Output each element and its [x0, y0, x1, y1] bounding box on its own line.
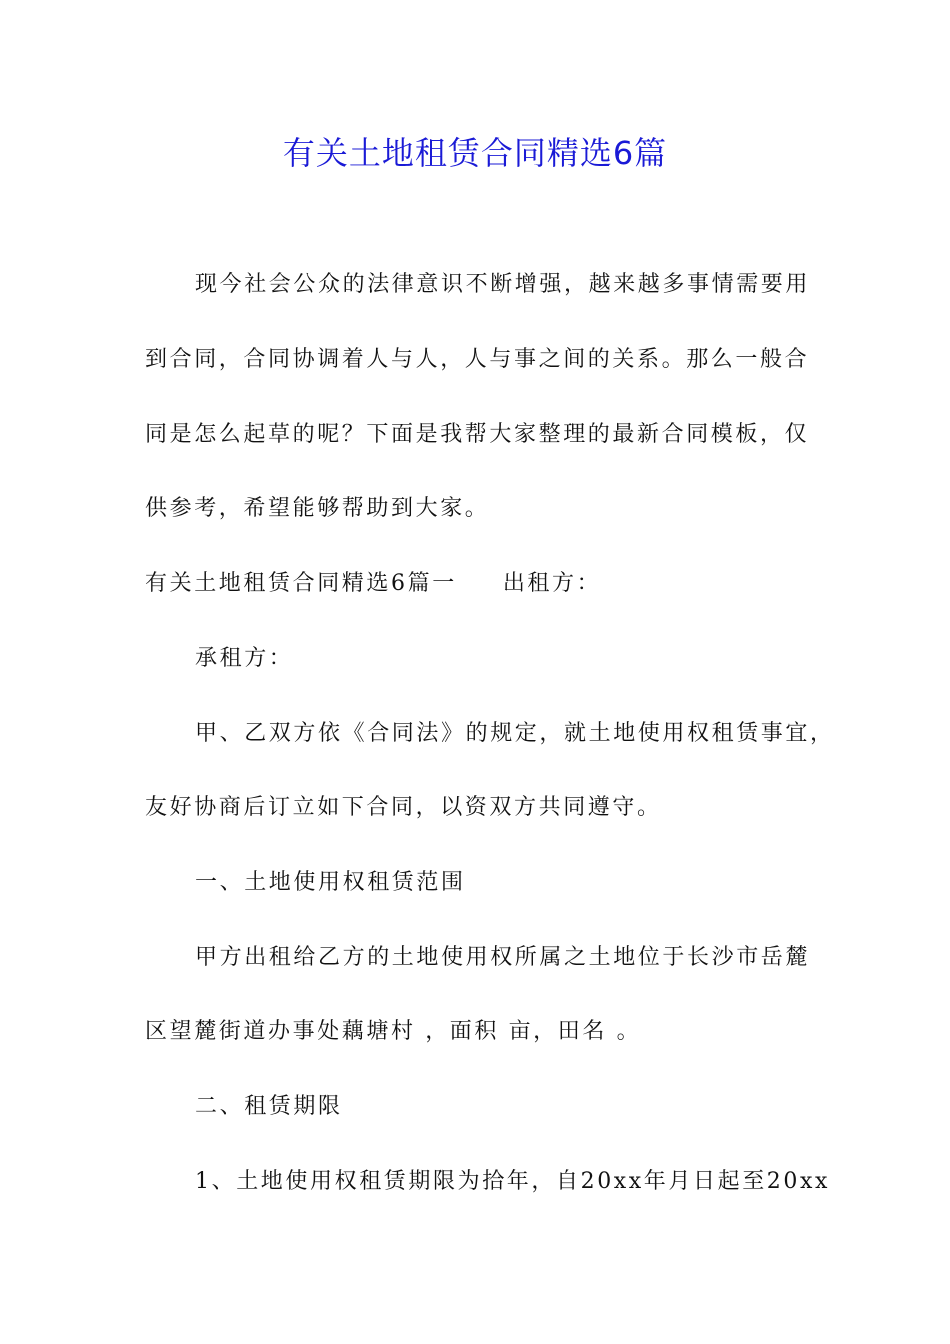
paragraph-line: 甲方出租给乙方的土地使用权所属之土地位于长沙市岳麓 [195, 945, 811, 970]
paragraph-line: 区望麓街道办事处藕塘村 ，面积 亩，田名 。 [145, 1019, 642, 1044]
paragraph-line: 1、土地使用权租赁期限为拾年，自20xx年月日起至20xx [195, 1169, 831, 1194]
section-heading-line [145, 569, 815, 599]
clause-heading: 二、租赁期限 [195, 1094, 343, 1119]
paragraph-line: 甲、乙双方依《合同法》的规定，就土地使用权租赁事宜， [195, 721, 835, 746]
paragraph-line: 友好协商后订立如下合同，以资双方共同遵守。 [145, 795, 662, 820]
document-title: 有关土地租赁合同精选6篇 [282, 134, 668, 172]
clause-heading: 一、土地使用权租赁范围 [195, 870, 466, 895]
section-heading: 有关土地租赁合同精选6篇一 [145, 571, 457, 596]
paragraph-line: 现今社会公众的法律意识不断增强，越来越多事情需要用 [195, 272, 811, 297]
paragraph-line: 同是怎么起草的呢？下面是我帮大家整理的最新合同模板，仅 [145, 422, 810, 447]
paragraph-line: 供参考，希望能够帮助到大家。 [145, 496, 490, 521]
paragraph-line: 到合同，合同协调着人与人，人与事之间的关系。那么一般合 [145, 347, 810, 372]
lessor-label: 出租方： [502, 571, 602, 596]
lessee-label: 承租方： [195, 646, 294, 671]
